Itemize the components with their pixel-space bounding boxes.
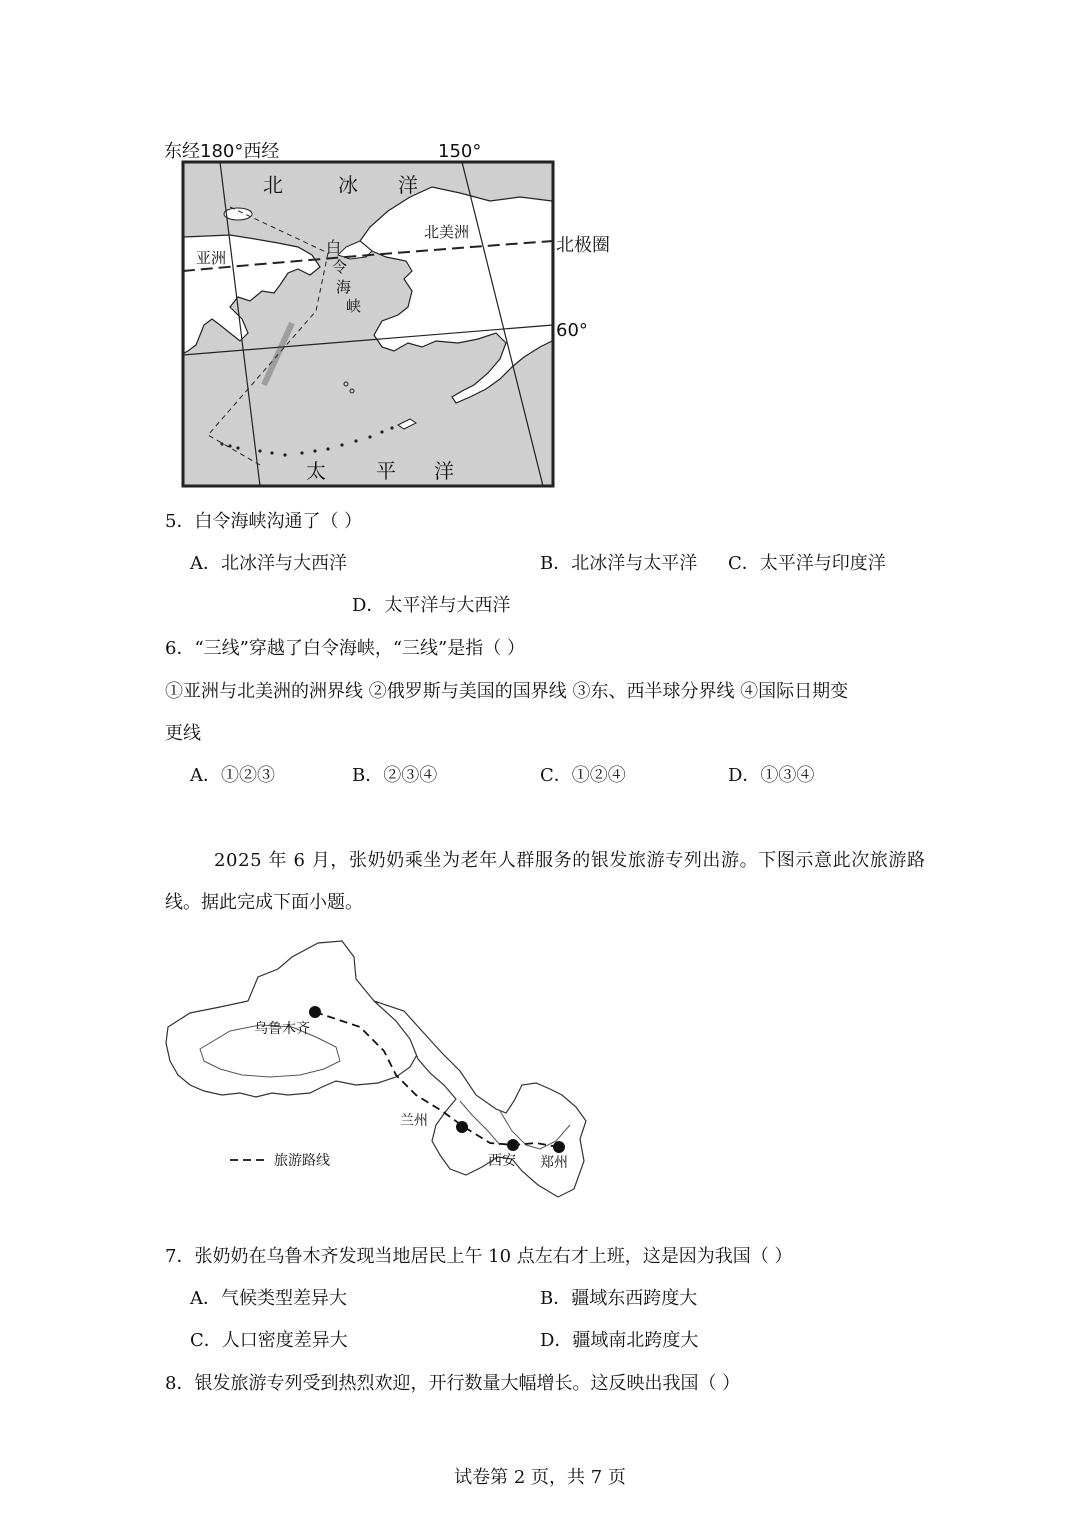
bering-map-svg [160,135,630,495]
asia-label: 亚洲 [196,249,227,267]
legend-label: 旅游路线 [274,1153,330,1169]
strait-char: 白 [326,238,342,256]
q6-option-b[interactable]: B．②③④ [352,765,438,786]
q5-option-b[interactable]: B．北冰洋与太平洋 [540,553,698,574]
q7-stem: 7．张奶奶在乌鲁木齐发现当地居民上午 10 点左右才上班，这是因为我国（ ） [165,1246,793,1267]
q6-option-d[interactable]: D．①③④ [728,765,815,786]
q6-stem: 6．“三线”穿越了白令海峡，“三线”是指（ ） [165,638,525,659]
q8-stem: 8．银发旅游专列受到热烈欢迎，开行数量大幅增长。这反映出我国（ ） [165,1373,741,1394]
label-150: 150° [438,141,482,162]
pacific-ocean-char: 太 [306,459,326,483]
bering-map [160,135,630,495]
arctic-circle-label: 北极圈 [556,235,610,256]
q7-option-c[interactable]: C．人口密度差异大 [190,1330,348,1351]
page-footer: 试卷第 2 页，共 7 页 [454,1467,626,1488]
q5-option-c[interactable]: C．太平洋与印度洋 [728,553,886,574]
strait-char: 令 [332,258,348,276]
city-label-zhengzhou: 郑州 [540,1155,568,1171]
intro-line1: 2025 年 6 月，张奶奶乘坐为老年人群服务的银发旅游专列出游。下图示意此次旅游路 [214,850,926,871]
arctic-ocean-char: 北 [263,173,283,197]
q6-statements-line2: 更线 [165,723,201,744]
q5-option-d[interactable]: D．太平洋与大西洋 [352,595,511,616]
city-label-urumqi: 乌鲁木齐 [254,1021,310,1037]
q7-option-b[interactable]: B．疆域东西跨度大 [540,1288,698,1309]
city-dot-zhengzhou [553,1141,565,1153]
strait-char: 海 [336,278,352,296]
q6-statements-line1: ①亚洲与北美洲的洲界线 ②俄罗斯与美国的国界线 ③东、西半球分界线 ④国际日期变 [165,681,849,702]
city-label-lanzhou: 兰州 [400,1113,428,1129]
q6-option-a[interactable]: A．①②③ [190,765,275,786]
q7-option-d[interactable]: D．疆域南北跨度大 [540,1330,699,1351]
city-dot-urumqi [309,1006,321,1018]
north-america-label: 北美洲 [424,223,470,241]
route-map-svg [160,935,600,1205]
city-label-xian: 西安 [488,1153,516,1169]
q5-option-a[interactable]: A．北冰洋与大西洋 [190,553,347,574]
pacific-ocean-char: 洋 [434,459,454,483]
label-180-meridian: 东经180°西经 [164,141,280,162]
xinjiang-outline [166,941,418,1097]
arctic-ocean-char: 冰 [338,173,358,197]
pacific-ocean-char: 平 [376,459,396,483]
arctic-ocean-char: 洋 [398,173,418,197]
lat-60-label: 60° [556,320,588,341]
city-dot-xian [507,1139,519,1151]
city-dot-lanzhou [456,1121,468,1133]
route-map [160,935,600,1205]
wrangel-island [224,208,252,220]
q6-option-c[interactable]: C．①②④ [540,765,626,786]
intro-line2: 线。据此完成下面小题。 [165,892,363,913]
q5-stem: 5．白令海峡沟通了（ ） [165,511,363,532]
strait-char: 峡 [346,297,362,315]
q7-option-a[interactable]: A．气候类型差异大 [190,1288,347,1309]
